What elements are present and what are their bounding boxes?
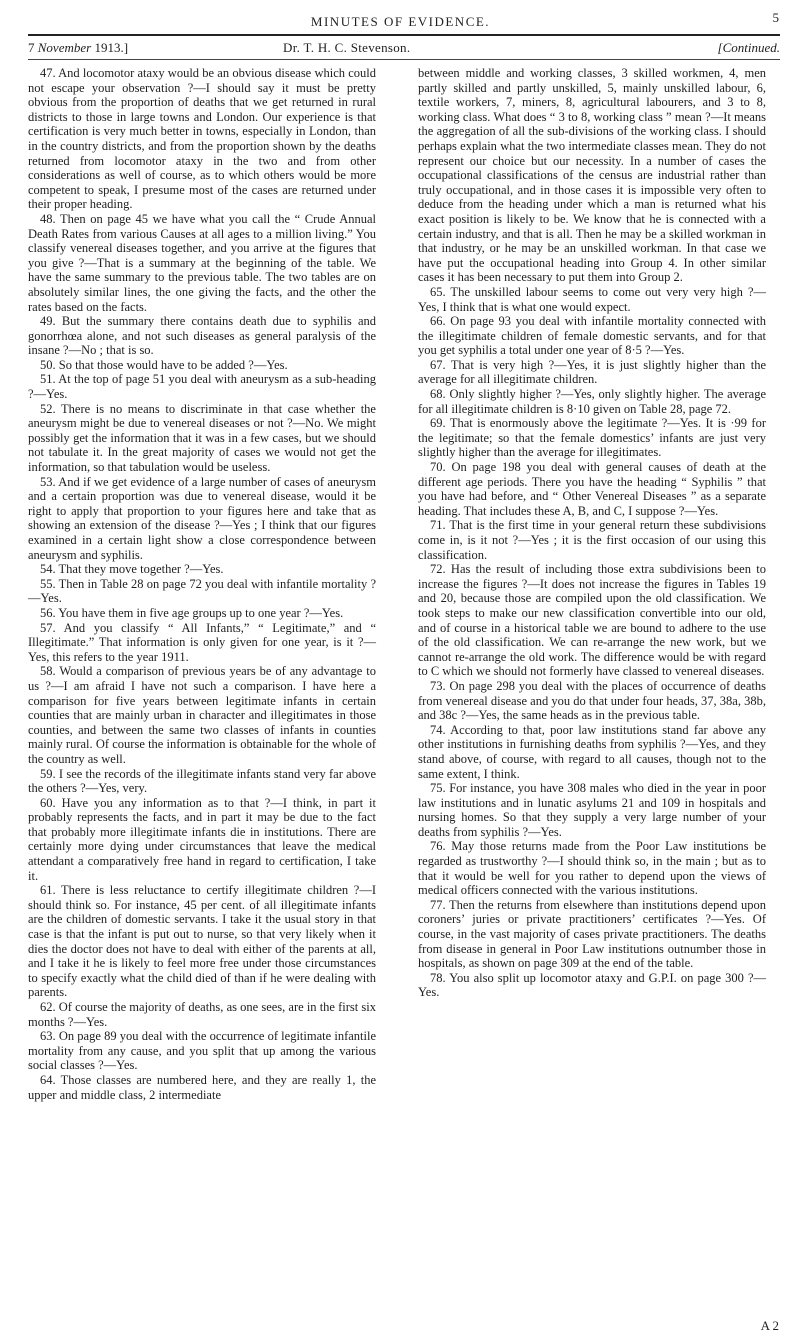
paragraph: 50. So that those would have to be added ?—Yes. bbox=[40, 357, 288, 372]
date-year: 1913.] bbox=[94, 40, 129, 55]
paragraph: 70. On page 198 you deal with general causes of death at the different age periods. There you have the heading “ Syphilis ” that you have had before, and “ Other Venereal Diseases ” as a separate heading. That includes these A, B, and C, I suppose ?—Yes. bbox=[418, 460, 766, 518]
paragraph: 57. And you classify “ All Infants,” “ Legitimate,” and “ Illegitimate.” That information is only given for one year, is it ?—Yes, this refers to the year 1911. bbox=[28, 620, 376, 664]
paragraph: 59. I see the records of the illegitimate infants stand very far above the others ?—Yes, very. bbox=[28, 766, 376, 796]
paragraph: 47. And locomotor ataxy would be an obvious disease which could not escape your observation ?—I should say it must be pretty obvious from the proportion of deaths that we get returned in rural districts to those in large towns and London. Our experience is that certification is very much better in towns, especially in London, than in the country districts, and from the proportion shown by the deaths returned from locomotor ataxy in the two and from other considerations as well of course, as to which others would be more competent to speak, I presume most of the cases are returned under their proper heading. bbox=[28, 66, 376, 212]
paragraph: 69. That is enormously above the legitimate ?—Yes. It is ·99 for the legitimate; so that the female domestics’ infants are just very slightly higher than the average for illegitimates. bbox=[418, 416, 766, 460]
right-column bbox=[418, 66, 766, 1000]
paragraph: 75. For instance, you have 308 males who died in the year in poor law institutions and in lunatic asylums 21 and 109 in hospitals and nursing homes. So that they supply a very large number of your deaths from syphilis ?—Yes. bbox=[418, 781, 766, 839]
paragraph: 49. But the summary there contains death due to syphilis and gonorrhœa alone, and not such diseases as general paralysis of the insane ?—No ; that is so. bbox=[28, 314, 376, 358]
paragraph: 54. That they move together ?—Yes. bbox=[40, 562, 224, 577]
running-title: MINUTES OF EVIDENCE. bbox=[310, 14, 491, 29]
date-month: November bbox=[37, 40, 92, 55]
paragraph: 48. Then on page 45 we have what you call the “ Crude Annual Death Rates from various Causes at all ages to a million living.” You classify venereal diseases together, and you arrive at the figures that you give ?—That is a summary at the beginning of the table. We have the same summary to the previous table. The two tables are on absolutely similar lines, the one giving the facts, and the other the rates based on the facts. bbox=[28, 211, 376, 314]
paragraph: 63. On page 89 you deal with the occurrence of legitimate infantile mortality from any cause, and you split that up among the various social classes ?—Yes. bbox=[28, 1029, 376, 1073]
paragraph: between middle and working classes, 3 skilled workmen, 4, men partly skilled and partly unskilled, 5, mainly unskilled labour, 6, textile workers, 7, miners, 8, agricultural labourers, and 3 to 8, working class. What does “ 3 to 8, working class ” mean ?—It means the aggregation of all the sub-divisions of the working class. I should perhaps explain what the two intermediate classes mean. They do not represent our choice but our necessity. In a number of cases the occupational classifications of the census are industrial rather than truly occupational, and in those cases it is impossible very often to deduce from the heading under which a man is returned what his exact position is likely to be. We know that he is connected with a certain industry, and that is all. Then he may be a skilled workman in that industry, or he may be an unskilled workman. In that case we have put the occupational heading into Group 4. In other similar cases it has been necessary to put them into Group 2. bbox=[418, 66, 766, 285]
session-date bbox=[28, 40, 128, 56]
left-column bbox=[28, 66, 376, 1102]
session-line bbox=[28, 38, 780, 58]
paragraph: 68. Only slightly higher ?—Yes, only slightly higher. The average for all illegitimate children is 8·10 given on Table 28, page 72. bbox=[418, 387, 766, 416]
session-rule bbox=[28, 59, 780, 60]
continued-marker: [Continued. bbox=[717, 40, 780, 55]
paragraph: 58. Would a comparison of previous years be of any advantage to us ?—I am afraid I have not such a comparison. I have here a comparison for five years between legitimate infants in certain counties that are mainly urban in character and illegitimates in those counties, and between the same two classes of infants in counties mainly rural. Of course the information is obtainable for the whole of the country as well. bbox=[28, 664, 376, 766]
paragraph: 65. The unskilled labour seems to come out very very high ?—Yes, I think that is what one would expect. bbox=[418, 284, 766, 314]
paragraph: 76. May those returns made from the Poor Law institutions be regarded as trustworthy ?—I should think so, in the main ; but as to that it would be well for you rather to depend upon the views of medical officers connected with the various institutions. bbox=[418, 839, 766, 898]
witness-name: Dr. T. H. C. Stevenson. bbox=[283, 40, 411, 55]
paragraph: 56. You have them in five age groups up to one year ?—Yes. bbox=[40, 605, 344, 620]
paragraph: 74. According to that, poor law institutions stand far above any other institutions in furnishing deaths from syphilis ?—Yes, and they stand above, of course, with regard to all causes, though not to the same extent, I think. bbox=[418, 722, 766, 781]
page-number: 5 bbox=[772, 10, 779, 25]
paragraph: 53. And if we get evidence of a large number of cases of aneurysm and a certain proportion was due to venereal disease, would it be right to apply that proportion to your figures here and take that as showing an extension of the disease ?—Yes ; I think that our figures examined in a certain light show a close correspondence between aneurysm and syphilis. bbox=[28, 474, 376, 562]
paragraph: 51. At the top of page 51 you deal with aneurysm as a sub-heading ?—Yes. bbox=[28, 372, 376, 402]
header-rule bbox=[28, 34, 780, 36]
paragraph: 67. That is very high ?—Yes, it is just slightly higher than the average for all illegitimate children. bbox=[418, 357, 766, 387]
paragraph: 62. Of course the majority of deaths, as one sees, are in the first six months ?—Yes. bbox=[28, 1000, 376, 1029]
paragraph: 64. Those classes are numbered here, and they are really 1, the upper and middle class, 2 intermediate bbox=[28, 1072, 376, 1102]
paragraph: 61. There is less reluctance to certify illegitimate children ?—I should think so. For instance, 45 per cent. of all illegitimate infants are the children of domestic servants. I take it the usual story in that case is that the infant is put out to nurse, so that very likely when it dies the doctor does not have to deal with either of the parents at all, and I take it he is likely to feel more free under those circumstances to specify exactly what the child died of than if he were dealing with parents. bbox=[28, 883, 376, 1000]
paragraph: 60. Have you any information as to that ?—I think, in part it probably represents the facts, and in part it may be due to the fact that probably more illegitimate infants die in institutions. There are certainly more dying under circumstances that leave the medical attendant a comparatively free hand in regard to certification, I take it. bbox=[28, 795, 376, 883]
sheet-signature: A 2 bbox=[760, 1318, 779, 1333]
paragraph: 71. That is the first time in your general return these subdivisions come in, is it not ?—Yes ; it is the first occasion of our using this classification. bbox=[418, 518, 766, 562]
paragraph: 77. Then the returns from elsewhere than institutions depend upon coroners’ juries or private practitioners’ certificates ?—Yes. Of course, in the vast majority of cases private practitioners. The deaths from disease in general in Poor Law institutions outnumber those in hospitals, as shown on page 309 at the end of the table. bbox=[418, 897, 766, 971]
date-day: 7 bbox=[28, 40, 35, 55]
paragraph: 66. On page 93 you deal with infantile mortality connected with the illegitimate children of female domestic servants, and for that you get syphilis a total under one year of 8·5 ?—Yes. bbox=[418, 314, 766, 358]
paragraph: 72. Has the result of including those extra subdivisions been to increase the figures ?—It does not increase the figures in Tables 19 and 20, because those are compiled upon the old classification. We took steps to make our new classification convertible into our old, and of course in a historical table we are bound to adhere to the use of the old classification. We can re-arrange the new work, but we cannot re-arrange the old work. The difference would be with regard to C which we should not formerly have classed to venereal diseases. bbox=[418, 562, 766, 679]
paragraph: 78. You also split up locomotor ataxy and G.P.I. on page 300 ?—Yes. bbox=[418, 970, 766, 1000]
paragraph: 55. Then in Table 28 on page 72 you deal with infantile mortality ?—Yes. bbox=[28, 576, 376, 606]
paragraph: 73. On page 298 you deal with the places of occurrence of deaths from venereal disease and you do that under four heads, 37, 38a, 38b, and 38c ?—Yes, the same heads as in the previous table. bbox=[418, 678, 766, 723]
paragraph: 52. There is no means to discriminate in that case whether the aneurysm might be due to venereal diseases or not ?—No. We might possibly get the information that it was in a few cases, but we should not tabulate it. In the great majority of cases we would not get the information, so that tabulation would be useless. bbox=[28, 401, 376, 475]
